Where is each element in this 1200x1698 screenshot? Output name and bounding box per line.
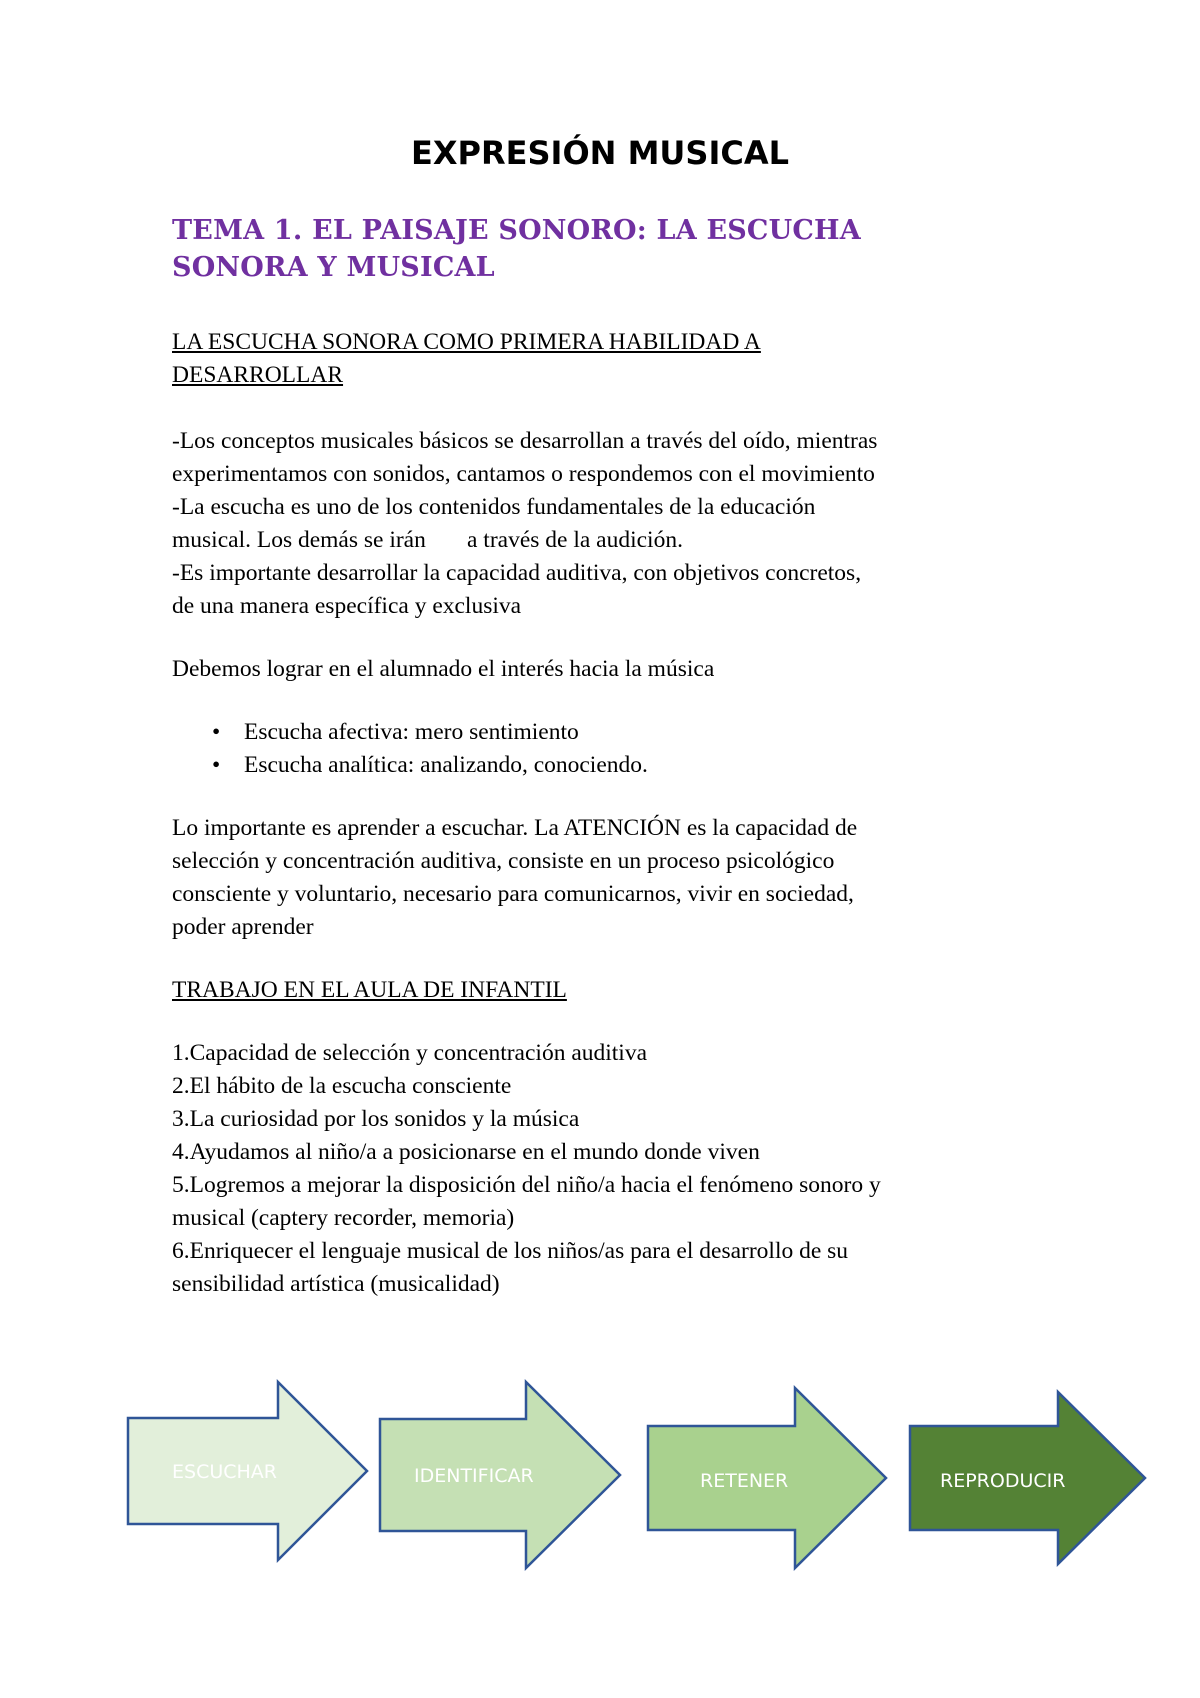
section-heading-escucha-line2: DESARROLLAR [172,362,344,388]
paragraph-line: -Los conceptos musicales básicos se desarrollan a través del oído, mientras [172,428,878,454]
list-item: • Escucha analítica: analizando, conociendo. [172,749,1072,782]
attention-line: Lo importante es aprender a escuchar. La ATENCIÓN es la capacidad de [172,815,858,841]
numbered-item: 2.El hábito de la escucha consciente [172,1073,512,1099]
numbered-item: 1.Capacidad de selección y concentración auditiva [172,1040,648,1066]
listening-types-list [172,716,1072,782]
numbered-item: sensibilidad artística (musicalidad) [172,1271,500,1297]
process-flow-diagram [0,1370,1200,1610]
flow-label-escuchar: ESCUCHAR [172,1461,277,1483]
paragraph-line: musical. Los demás se irán a través de la audición. [172,527,683,553]
numbered-item: 3.La curiosidad por los sonidos y la música [172,1106,580,1132]
attention-line: selección y concentración auditiva, consiste en un proceso psicológico [172,848,835,874]
flow-label-retener: RETENER [700,1470,789,1492]
flow-step-escuchar [128,1382,367,1560]
flow-step-retener [648,1388,886,1568]
flow-label-identificar: IDENTIFICAR [414,1465,534,1487]
bullet-icon: • [212,719,221,745]
bullet-icon: • [212,752,221,778]
numbered-item: 5.Logremos a mejorar la disposición del niño/a hacia el fenómeno sonoro y [172,1172,881,1198]
topic-heading: TEMA 1. EL PAISAJE SONORO: LA ESCUCHA SONORA Y MUSICAL [172,215,861,283]
flow-step-reproducir [910,1392,1145,1564]
attention-line: consciente y voluntario, necesario para comunicarnos, vivir en sociedad, [172,881,854,907]
paragraph-line: experimentamos con sonidos, cantamos o respondemos con el movimiento [172,461,875,487]
list-item: • Escucha afectiva: mero sentimiento [172,716,1072,749]
interest-paragraph: Debemos lograr en el alumnado el interés hacia la música [172,656,715,682]
numbered-item: 6.Enriquecer el lenguaje musical de los niños/as para el desarrollo de su [172,1238,849,1264]
section-heading-escucha-line1: LA ESCUCHA SONORA COMO PRIMERA HABILIDAD A [172,329,761,355]
paragraph-line: -Es importante desarrollar la capacidad auditiva, con objetivos concretos, [172,560,862,586]
document-title: EXPRESIÓN MUSICAL [411,134,789,172]
numbered-item: 4.Ayudamos al niño/a a posicionarse en el mundo donde viven [172,1139,760,1165]
flow-step-identificar [380,1382,620,1568]
section-heading-aula: TRABAJO EN EL AULA DE INFANTIL [172,977,567,1003]
paragraph-line: -La escucha es uno de los contenidos fundamentales de la educación [172,494,816,520]
paragraph-line: de una manera específica y exclusiva [172,593,522,619]
flow-label-reproducir: REPRODUCIR [940,1470,1066,1492]
document-body [172,326,1072,1301]
numbered-item: musical (captery recorder, memoria) [172,1205,515,1231]
attention-line: poder aprender [172,914,314,940]
